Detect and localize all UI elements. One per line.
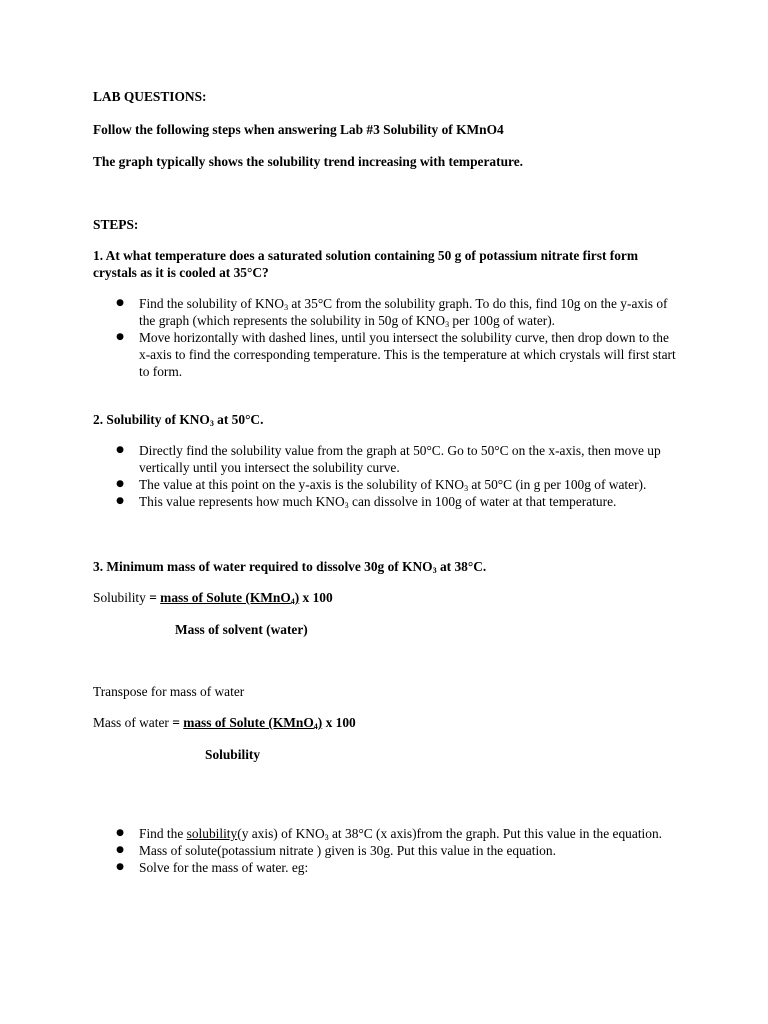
equation-numerator: mass of Solute (KMnO$_4$) — [160, 590, 300, 606]
list-item: ● Solve for the mass of water. eg: — [116, 860, 309, 875]
bullet-icon: ● — [116, 332, 124, 342]
list-item: ● Find the solubility(y axis) of $KNO_3$ at 38°C (x axis)from the graph. Put this value in the equation. — [116, 826, 663, 842]
question-2-bullets — [93, 442, 683, 510]
solubility-equation-denominator: Mass of solvent (water) — [175, 622, 308, 637]
bullet-icon: ● — [116, 445, 124, 455]
mass-of-water-equation-denominator: Solubility — [205, 747, 261, 762]
question-3-bullets — [93, 825, 683, 876]
list-item: ● The value at this point on the y-axis is the solubility of $KNO_3$ at 50°C (in g per 100g of water). — [116, 477, 647, 493]
steps-heading: STEPS: — [93, 217, 139, 232]
list-item: ● This value represents how much $KNO_3$ can dissolve in 100g of water at that temperature. — [116, 494, 617, 510]
lab-questions-title: LAB QUESTIONS: — [93, 89, 207, 104]
bullet-icon: ● — [116, 479, 124, 489]
list-item: ● Move horizontally with dashed lines, until you intersect the solubility curve, then drop down to the x-axis to find the corresponding temperature. This is the temperature at which crystals will first start to form. — [116, 330, 676, 379]
list-item: ● Find the solubility of $KNO_3$ at 35°C from the solubility graph. To do this, find 10g on the y-axis of the graph (which represents the solubility in 50g of $KNO_3$ per 100g of water). — [116, 296, 668, 329]
transpose-line: Transpose for mass of water — [93, 684, 245, 699]
solubility-equation: Solubility = mass of Solute (KMnO$_4$) x 100 — [93, 590, 333, 606]
bullet-icon: ● — [116, 845, 124, 855]
list-item: ● Mass of solute(potassium nitrate ) given is 30g. Put this value in the equation. — [116, 843, 556, 858]
equation-numerator: mass of Solute (KMnO$_4$) — [183, 715, 323, 731]
list-item: ● Directly find the solubility value from the graph at 50°C. Go to 50°C on the x-axis, then move up vertically until you intersect the solubility curve. — [116, 443, 661, 475]
question-3-heading: 3. Minimum mass of water required to dissolve 30g of $KNO_3$ at 38°C. — [93, 559, 487, 575]
bullet-icon: ● — [116, 862, 124, 872]
question-1-bullets — [93, 295, 683, 380]
graph-note: The graph typically shows the solubility trend increasing with temperature. — [93, 154, 524, 169]
bullet-icon: ● — [116, 828, 124, 838]
question-1-heading: 1. At what temperature does a saturated solution containing 50 g of potassium nitrate first form crystals as it is cooled at 35°C? — [93, 248, 639, 280]
bullet-icon: ● — [116, 298, 124, 308]
intro-line: Follow the following steps when answering Lab #3 Solubility of KMnO4 — [93, 122, 504, 137]
mass-of-water-equation: Mass of water = mass of Solute (KMnO$_4$) x 100 — [93, 715, 356, 731]
bullet-icon: ● — [116, 496, 124, 506]
question-2-heading: 2. Solubility of $KNO_3$ at 50°C. — [93, 412, 264, 428]
